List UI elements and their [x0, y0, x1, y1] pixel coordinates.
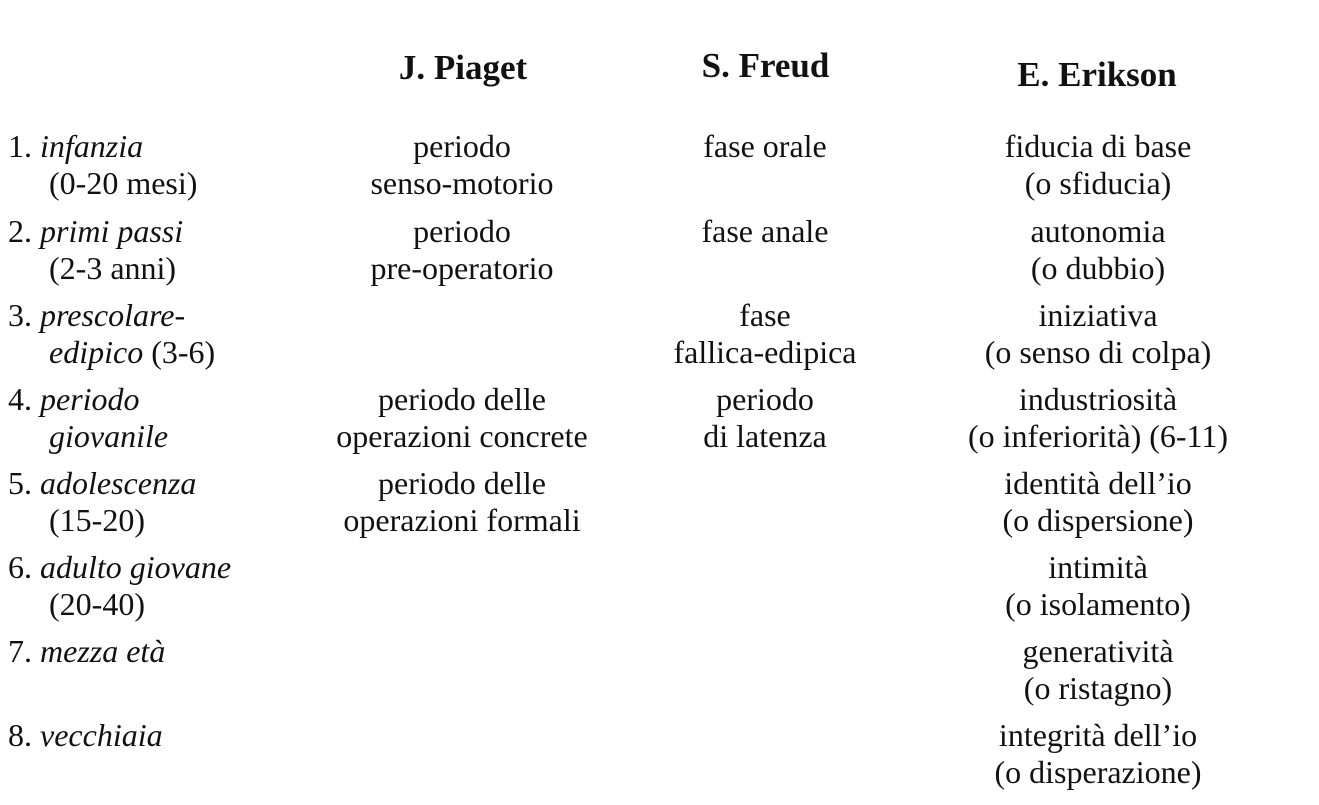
- freud-line: fase anale: [701, 213, 829, 249]
- erikson-line: industriosità: [1018, 381, 1178, 417]
- stage-name: primi passi: [40, 213, 184, 249]
- table-row: [0, 633, 1319, 717]
- stage-age: (3-6): [143, 334, 216, 370]
- stage-number: 7.: [8, 633, 32, 669]
- erikson-line: (o dispersione): [1002, 502, 1194, 538]
- erikson-line: fiducia di base: [1004, 128, 1192, 164]
- freud-line: fase: [739, 297, 791, 333]
- header-piaget: J. Piaget: [398, 48, 528, 87]
- freud-line: periodo: [716, 381, 814, 417]
- piaget-cell: [312, 213, 612, 287]
- erikson-line: integrità dell’io: [998, 717, 1198, 753]
- stage-number: 5.: [8, 465, 32, 501]
- erikson-line: (o senso di colpa): [984, 334, 1212, 370]
- piaget-cell: [312, 128, 612, 202]
- erikson-cell: [938, 633, 1258, 707]
- stage-cell: [8, 297, 308, 371]
- erikson-line: (o dubbio): [1030, 250, 1166, 286]
- piaget-line: operazioni concrete: [336, 418, 588, 454]
- stage-cell: [8, 717, 308, 754]
- stage-name: periodo: [40, 381, 140, 417]
- table-row: [0, 213, 1319, 297]
- stage-name-cont: edipico: [49, 334, 144, 370]
- freud-cell: [632, 381, 898, 455]
- freud-cell: [632, 297, 898, 371]
- stage-number: 6.: [8, 549, 32, 585]
- piaget-cell: [312, 381, 612, 455]
- erikson-cell: [938, 717, 1258, 791]
- erikson-line: intimità: [1048, 549, 1148, 585]
- stage-number: 2.: [8, 213, 32, 249]
- freud-cell: [632, 213, 898, 250]
- erikson-line: (o isolamento): [1005, 586, 1191, 622]
- erikson-line: generatività: [1022, 633, 1174, 669]
- freud-line: di latenza: [703, 418, 827, 454]
- stage-cell: [8, 633, 308, 670]
- piaget-line: periodo delle: [378, 465, 546, 501]
- freud-line: fallica-edipica: [673, 334, 857, 370]
- erikson-cell: [938, 128, 1258, 202]
- stage-number: 4.: [8, 381, 32, 417]
- piaget-cell: [312, 465, 612, 539]
- stage-age: (20-40): [49, 586, 145, 622]
- erikson-cell: [938, 213, 1258, 287]
- stage-name: adolescenza: [40, 465, 197, 501]
- table-row: [0, 297, 1319, 381]
- table-row: [0, 549, 1319, 633]
- erikson-cell: [938, 381, 1258, 455]
- erikson-cell: [938, 465, 1258, 539]
- header-erikson: E. Erikson: [1017, 55, 1177, 94]
- stage-number: 1.: [8, 128, 32, 164]
- stage-name: prescolare-: [40, 297, 186, 333]
- erikson-line: iniziativa: [1038, 297, 1158, 333]
- stage-cell: [8, 128, 308, 202]
- piaget-line: senso-motorio: [370, 165, 554, 201]
- stage-cell: [8, 549, 308, 623]
- piaget-line: periodo: [413, 213, 511, 249]
- stage-name: adulto giovane: [40, 549, 232, 585]
- stage-cell: [8, 465, 308, 539]
- freud-cell: [632, 128, 898, 165]
- stage-name: vecchiaia: [40, 717, 163, 753]
- piaget-line: periodo: [413, 128, 511, 164]
- stage-name: infanzia: [40, 128, 144, 164]
- erikson-line: autonomia: [1030, 213, 1166, 249]
- piaget-line: operazioni formali: [343, 502, 581, 538]
- erikson-line: identità dell’io: [1004, 465, 1192, 501]
- stage-age: (0-20 mesi): [49, 165, 198, 201]
- freud-line: fase orale: [703, 128, 827, 164]
- table-row: [0, 381, 1319, 465]
- table-row: [0, 128, 1319, 212]
- piaget-line: periodo delle: [378, 381, 546, 417]
- erikson-cell: [938, 297, 1258, 371]
- stage-name: mezza età: [40, 633, 166, 669]
- stage-name-cont: giovanile: [49, 418, 169, 454]
- erikson-cell: [938, 549, 1258, 623]
- stage-number: 3.: [8, 297, 32, 333]
- stage-age: (2-3 anni): [49, 250, 177, 286]
- piaget-line: pre-operatorio: [370, 250, 554, 286]
- erikson-line: (o sfiducia): [1024, 165, 1172, 201]
- stage-age: (15-20): [49, 502, 145, 538]
- stage-cell: [8, 213, 308, 287]
- erikson-line: (o ristagno): [1023, 670, 1173, 706]
- table-row: [0, 465, 1319, 549]
- erikson-line: (o disperazione): [994, 754, 1202, 790]
- header-freud: S. Freud: [701, 46, 830, 85]
- stage-number: 8.: [8, 717, 32, 753]
- erikson-line: (o inferiorità) (6-11): [967, 418, 1229, 454]
- stage-cell: [8, 381, 308, 455]
- table-row: [0, 717, 1319, 801]
